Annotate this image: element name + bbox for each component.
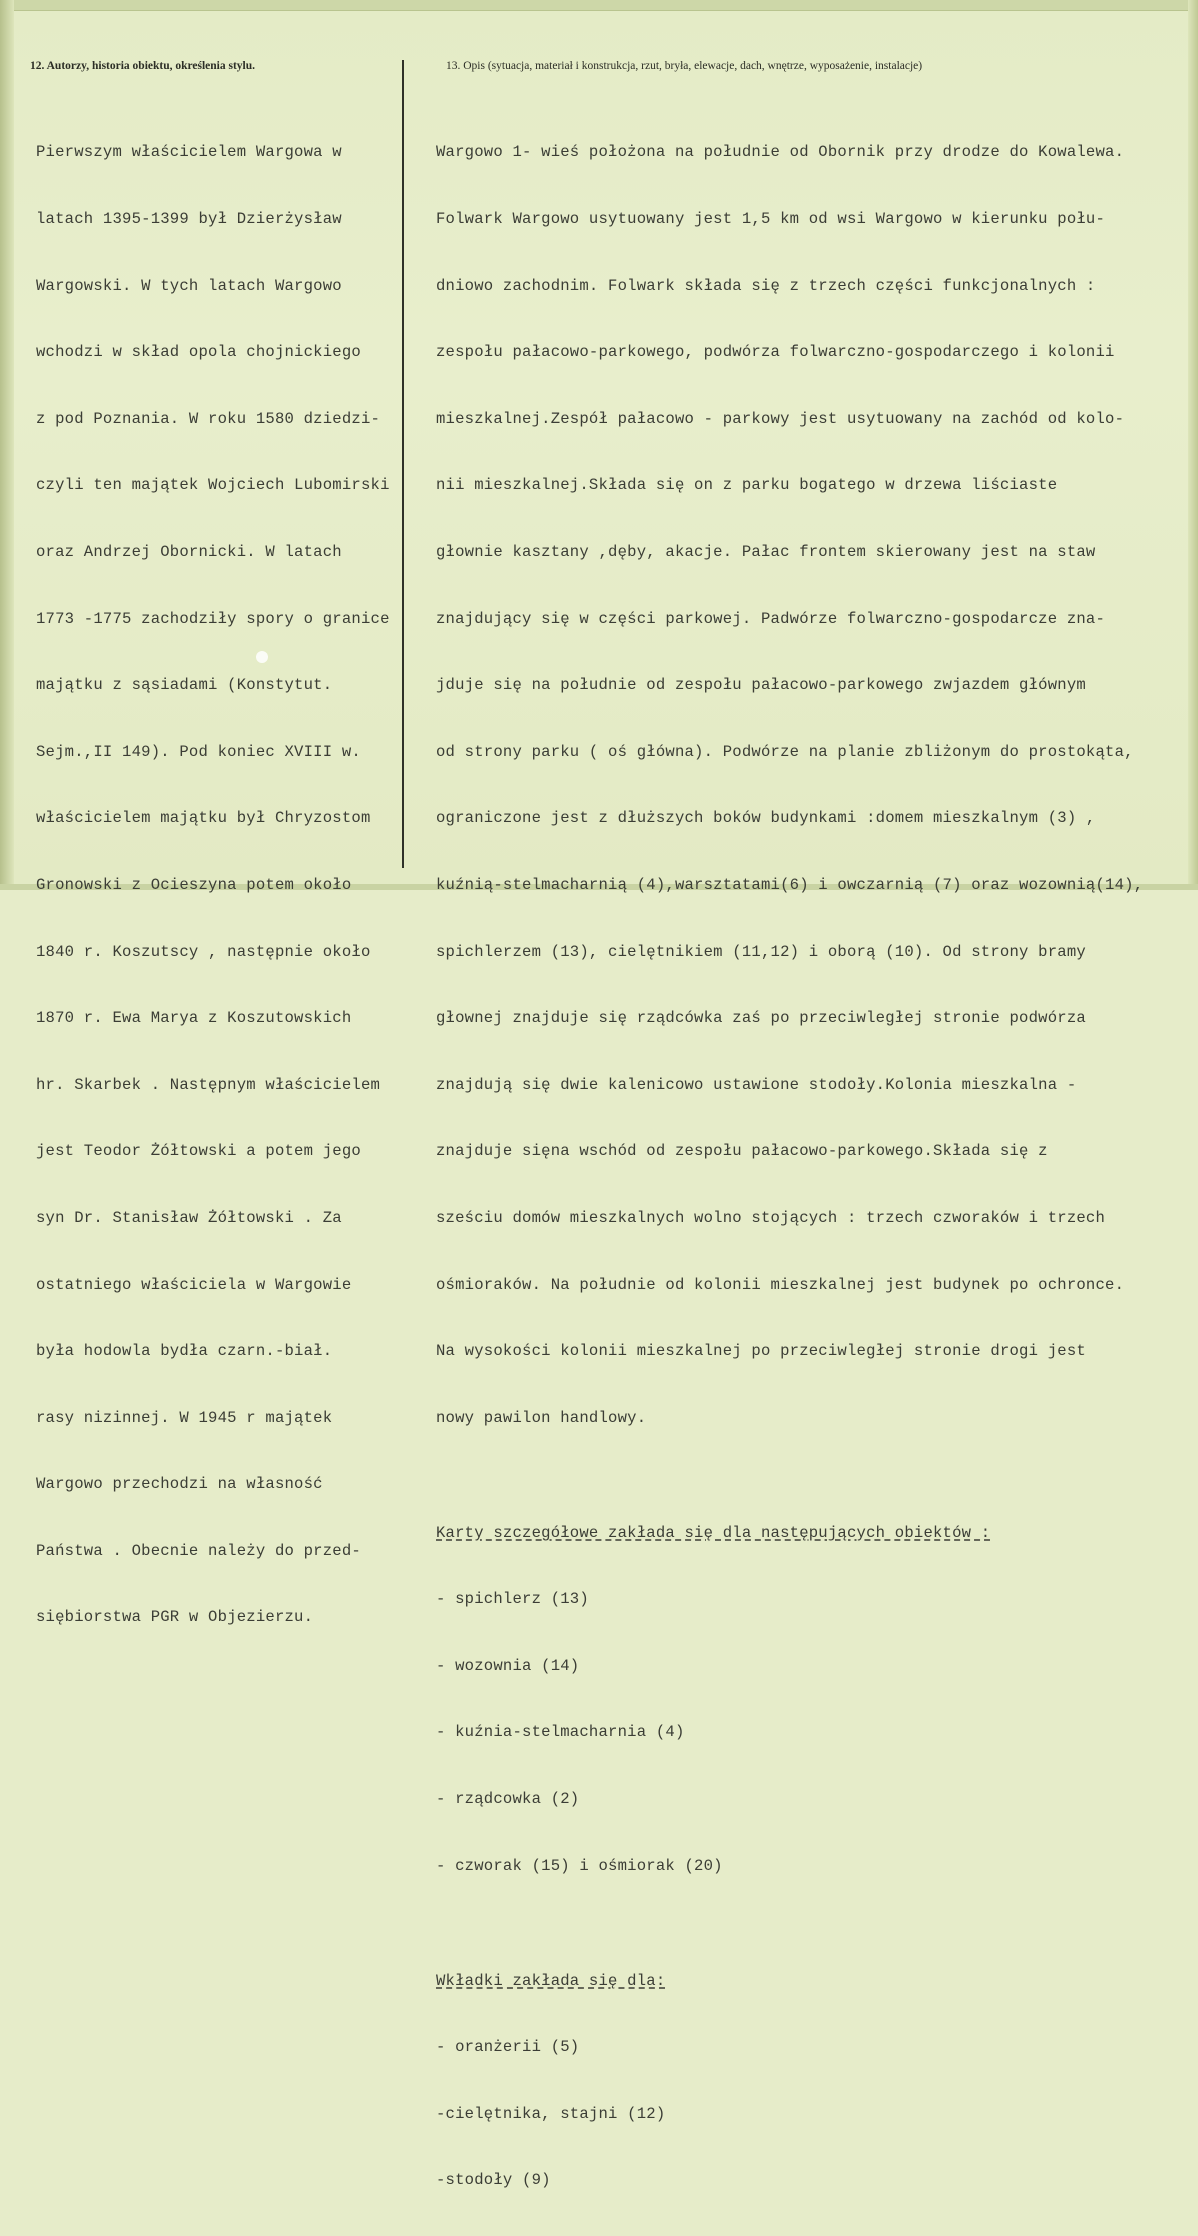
description-line: ograniczone jest z dłuższych boków budynkami :domem mieszkalnym (3) , — [436, 809, 1096, 828]
section-12-header — [30, 60, 255, 72]
cards-heading: Karty szczegółowe zakłada się dla następujących obiektów : — [436, 1523, 991, 1542]
description-line: znajduje sięna wschód od zespołu pałacowo-parkowego.Składa się z — [436, 1142, 1048, 1161]
description-line: znajdują się dwie kalenicowo ustawione stodoły.Kolonia mieszkalna - — [436, 1075, 1077, 1094]
history-line: Pierwszym właścicielem Wargowa w — [36, 143, 342, 162]
cards-item: - rządcowka (2) — [436, 1790, 580, 1809]
paper-left-edge — [0, 0, 14, 890]
inserts-heading: Wkładki zakłada się dla: — [436, 1971, 666, 1990]
history-line: wchodzi w skład opola chojnickiego — [36, 343, 361, 362]
description-line: kuźnią-stelmacharnią (4),warsztatami(6) i owczarnią (7) oraz wozownią(14), — [436, 875, 1144, 894]
history-line: Wargowski. W tych latach Wargowo — [36, 276, 342, 295]
history-line: oraz Andrzej Obornicki. W latach — [36, 542, 342, 561]
description-line: nowy pawilon handlowy. — [436, 1408, 647, 1427]
history-line: latach 1395-1399 był Dzierżysław — [36, 210, 342, 228]
history-line: właścicielem majątku był Chryzostom — [36, 809, 371, 828]
description-line: głownie kasztany ,dęby, akacje. Pałac frontem skierowany jest na staw — [436, 542, 1096, 561]
description-line: głownej znajduje się rządcówka zaś po przeciwległej stronie podwórza — [436, 1009, 1086, 1028]
history-line: z pod Poznania. W roku 1580 dziedzi- — [36, 409, 381, 428]
paper-right-edge — [1188, 0, 1198, 890]
section-12-number: 12. — [30, 60, 45, 72]
description-line: dniowo zachodnim. Folwark składa się z trzech części funkcjonalnych : — [436, 276, 1096, 295]
section-13-title: Opis (sytuacja, materiał i konstrukcja, rzut, bryła, elewacje, dach, wnętrze, wyposażenie, instalacje) — [463, 60, 923, 72]
history-text — [36, 97, 398, 1673]
history-line: syn Dr. Stanisław Żółtowski . Za — [36, 1208, 342, 1227]
history-line: Wargowo przechodzi na własność — [36, 1475, 323, 1494]
history-line: majątku z sąsiadami (Konstytut. — [36, 676, 333, 695]
section-12-title: Autorzy, historia obiektu, określenia stylu. — [46, 60, 256, 72]
inserts-item: -stodoły (9) — [436, 2171, 551, 2190]
inserts-item: - oranżerii (5) — [436, 2038, 580, 2057]
cards-item: - kuźnia-stelmacharnia (4) — [436, 1723, 685, 1742]
paper-top-edge — [0, 0, 1198, 11]
cards-item: - czworak (15) i ośmiorak (20) — [436, 1856, 723, 1875]
history-line: Gronowski z Ocieszyna potem około — [36, 875, 352, 894]
history-line: 1870 r. Ewa Marya z Koszutowskich — [36, 1009, 352, 1028]
history-line: ostatniego właściciela w Wargowie — [36, 1275, 352, 1294]
section-13-number: 13. — [446, 60, 461, 72]
history-line: 1773 -1775 zachodziły spory o granice — [36, 609, 390, 628]
description-line: spichlerzem (13), cielętnikiem (11,12) i oborą (10). Od strony bramy — [436, 942, 1086, 961]
column-divider — [402, 60, 404, 868]
cards-item: - wozownia (14) — [436, 1656, 580, 1675]
history-line: Sejm.,II 149). Pod koniec XVIII w. — [36, 742, 361, 761]
description-line: ośmioraków. Na południe od kolonii mieszkalnej jest budynek po ochronce. — [436, 1275, 1125, 1294]
inserts-item: -cielętnika, stajni (12) — [436, 2104, 666, 2123]
cards-item: - spichlerz (13) — [436, 1590, 589, 1609]
history-line: hr. Skarbek . Następnym właścicielem — [36, 1075, 381, 1094]
description-line: Wargowo 1- wieś położona na południe od Obornik przy drodze do Kowalewa. — [436, 143, 1125, 162]
spacer — [436, 1473, 1188, 1477]
history-line: 1840 r. Koszutscy , następnie około — [36, 942, 371, 961]
history-line: jest Teodor Żółtowski a potem jego — [36, 1142, 361, 1161]
description-line: nii mieszkalnej.Składa się on z parku bogatego w drzewa liściaste — [436, 476, 1058, 495]
section-13-header — [446, 60, 922, 72]
paper-blemish — [256, 651, 268, 663]
description-line: od strony parku ( oś główna). Podwórze na planie zbliżonym do prostokąta, — [436, 742, 1134, 761]
history-line: czyli ten majątek Wojciech Lubomirski — [36, 476, 390, 495]
description-line: jduje się na południe od zespołu pałacowo-parkowego zwjazdem głównym — [436, 676, 1086, 695]
description-line: mieszkalnej.Zespół pałacowo - parkowy jest usytuowany na zachód od kolo- — [436, 409, 1125, 428]
history-line: była hodowla bydła czarn.-biał. — [36, 1342, 333, 1361]
spacer — [436, 1921, 1188, 1925]
history-line: siębiorstwa PGR w Objezierzu. — [36, 1608, 314, 1627]
history-line: rasy nizinnej. W 1945 r majątek — [36, 1408, 333, 1427]
description-line: Na wysokości kolonii mieszkalnej po przeciwległej stronie drogi jest — [436, 1342, 1086, 1361]
description-line: znajdujący się w części parkowej. Padwórze folwarczno-gospodarcze zna- — [436, 609, 1106, 628]
history-line: Państwa . Obecnie należy do przed- — [36, 1541, 361, 1560]
description-line: Folwark Wargowo usytuowany jest 1,5 km od wsi Wargowo w kierunku połu- — [436, 210, 1106, 228]
description-text — [436, 97, 1188, 2236]
description-line: zespołu pałacowo-parkowego, podwórza folwarczno-gospodarczego i kolonii — [436, 343, 1115, 362]
description-line: sześciu domów mieszkalnych wolno stojących : trzech czworaków i trzech — [436, 1208, 1106, 1227]
